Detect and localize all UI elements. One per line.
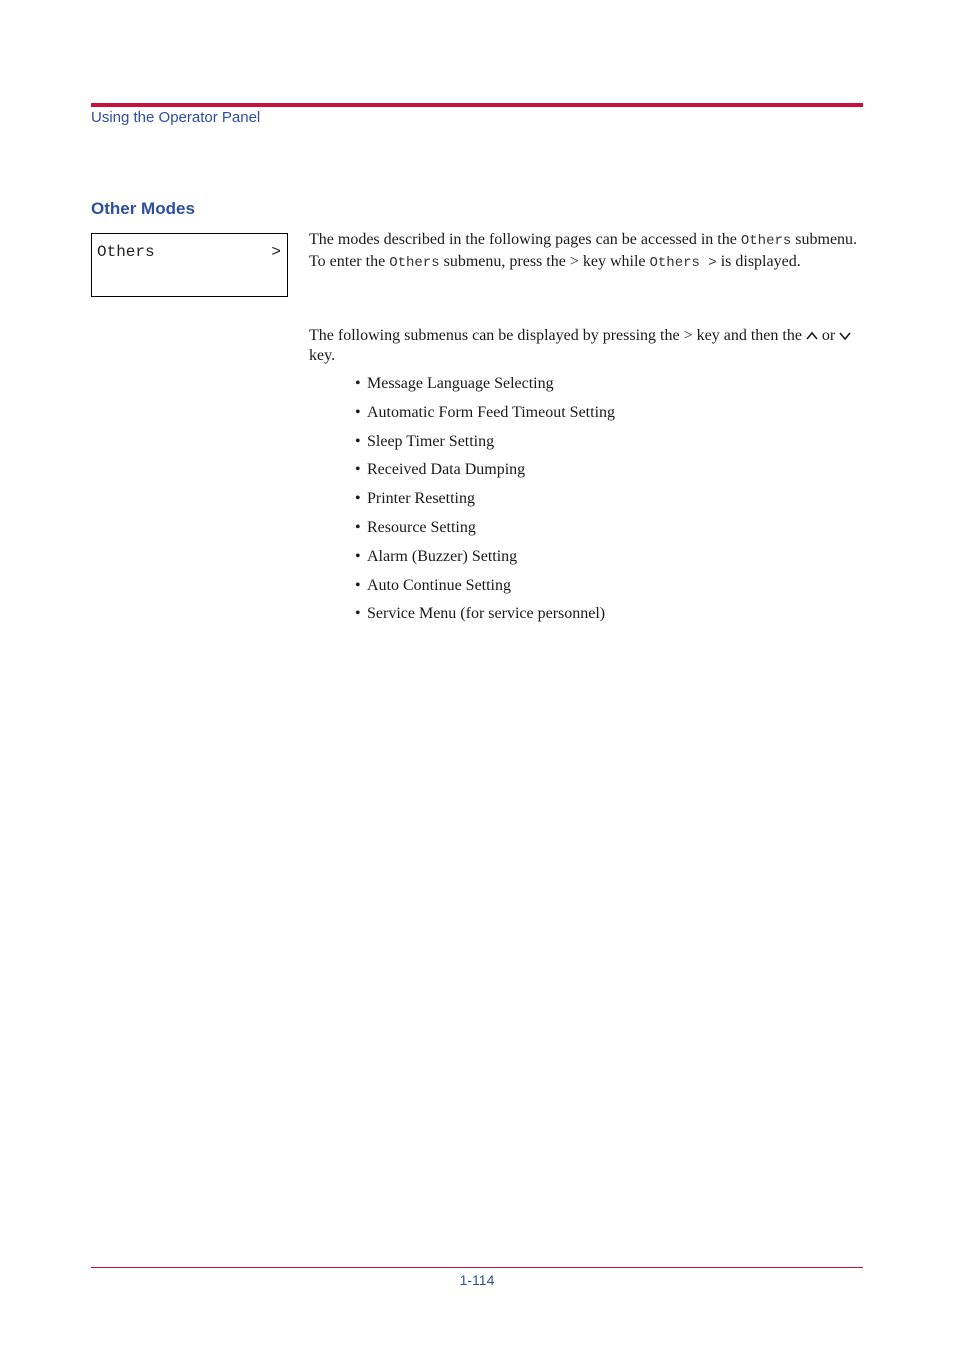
page-number: 1-114 (459, 1272, 495, 1288)
lcd-arrow: > (271, 243, 281, 261)
list-item (355, 432, 615, 461)
list-item-label: Sleep Timer Setting (367, 432, 495, 450)
submenu-intro-text-2: or (821, 327, 836, 344)
bullet: • (355, 518, 361, 536)
bullet: • (355, 576, 361, 594)
intro-text-3: submenu, press the > key while (439, 252, 650, 270)
list-item (355, 374, 615, 403)
submenu-list (355, 374, 615, 633)
list-item (355, 576, 615, 605)
submenu-intro-text-3: key. (309, 346, 336, 364)
submenu-intro-text-1: The following submenus can be displayed by pressing the > key and then the (309, 327, 802, 344)
bullet: • (355, 605, 361, 623)
intro-text-2: submenu. To enter the (309, 231, 858, 270)
section-title: Other Modes (91, 199, 195, 218)
list-item-label: Received Data Dumping (367, 461, 526, 479)
footer-rule (91, 1267, 863, 1268)
code-others-3: Others > (649, 254, 717, 271)
bullet: • (355, 461, 361, 479)
bullet: • (355, 490, 361, 508)
list-item-label: Alarm (Buzzer) Setting (367, 547, 518, 565)
code-others-1: Others (740, 233, 792, 249)
list-item-label: Resource Setting (367, 518, 476, 536)
header-rule (91, 103, 863, 107)
list-item (355, 489, 615, 518)
intro-text-4: is displayed. (716, 252, 801, 270)
down-chevron-icon (839, 331, 851, 341)
list-item-label: Printer Resetting (367, 490, 475, 508)
list-item (355, 460, 615, 489)
bullet: • (355, 547, 361, 565)
list-item-label: Auto Continue Setting (367, 576, 511, 594)
lcd-text: Others (97, 243, 155, 261)
list-item (355, 547, 615, 576)
list-item (355, 403, 615, 432)
bullet: • (355, 432, 361, 450)
up-chevron-icon (806, 331, 818, 341)
lcd-display (91, 233, 288, 297)
intro-text-1: The modes described in the following pages can be accessed in the (309, 231, 741, 248)
bullet: • (355, 403, 361, 421)
submenu-intro-paragraph (309, 326, 869, 365)
list-item (355, 604, 615, 633)
list-item-label: Service Menu (for service personnel) (367, 605, 606, 623)
bullet: • (355, 375, 361, 392)
running-header: Using the Operator Panel (91, 109, 261, 126)
intro-paragraph (309, 230, 869, 273)
list-item (355, 518, 615, 547)
list-item-label: Automatic Form Feed Timeout Setting (367, 403, 616, 421)
list-item-label: Message Language Selecting (367, 375, 554, 392)
code-others-2: Others (389, 254, 440, 271)
